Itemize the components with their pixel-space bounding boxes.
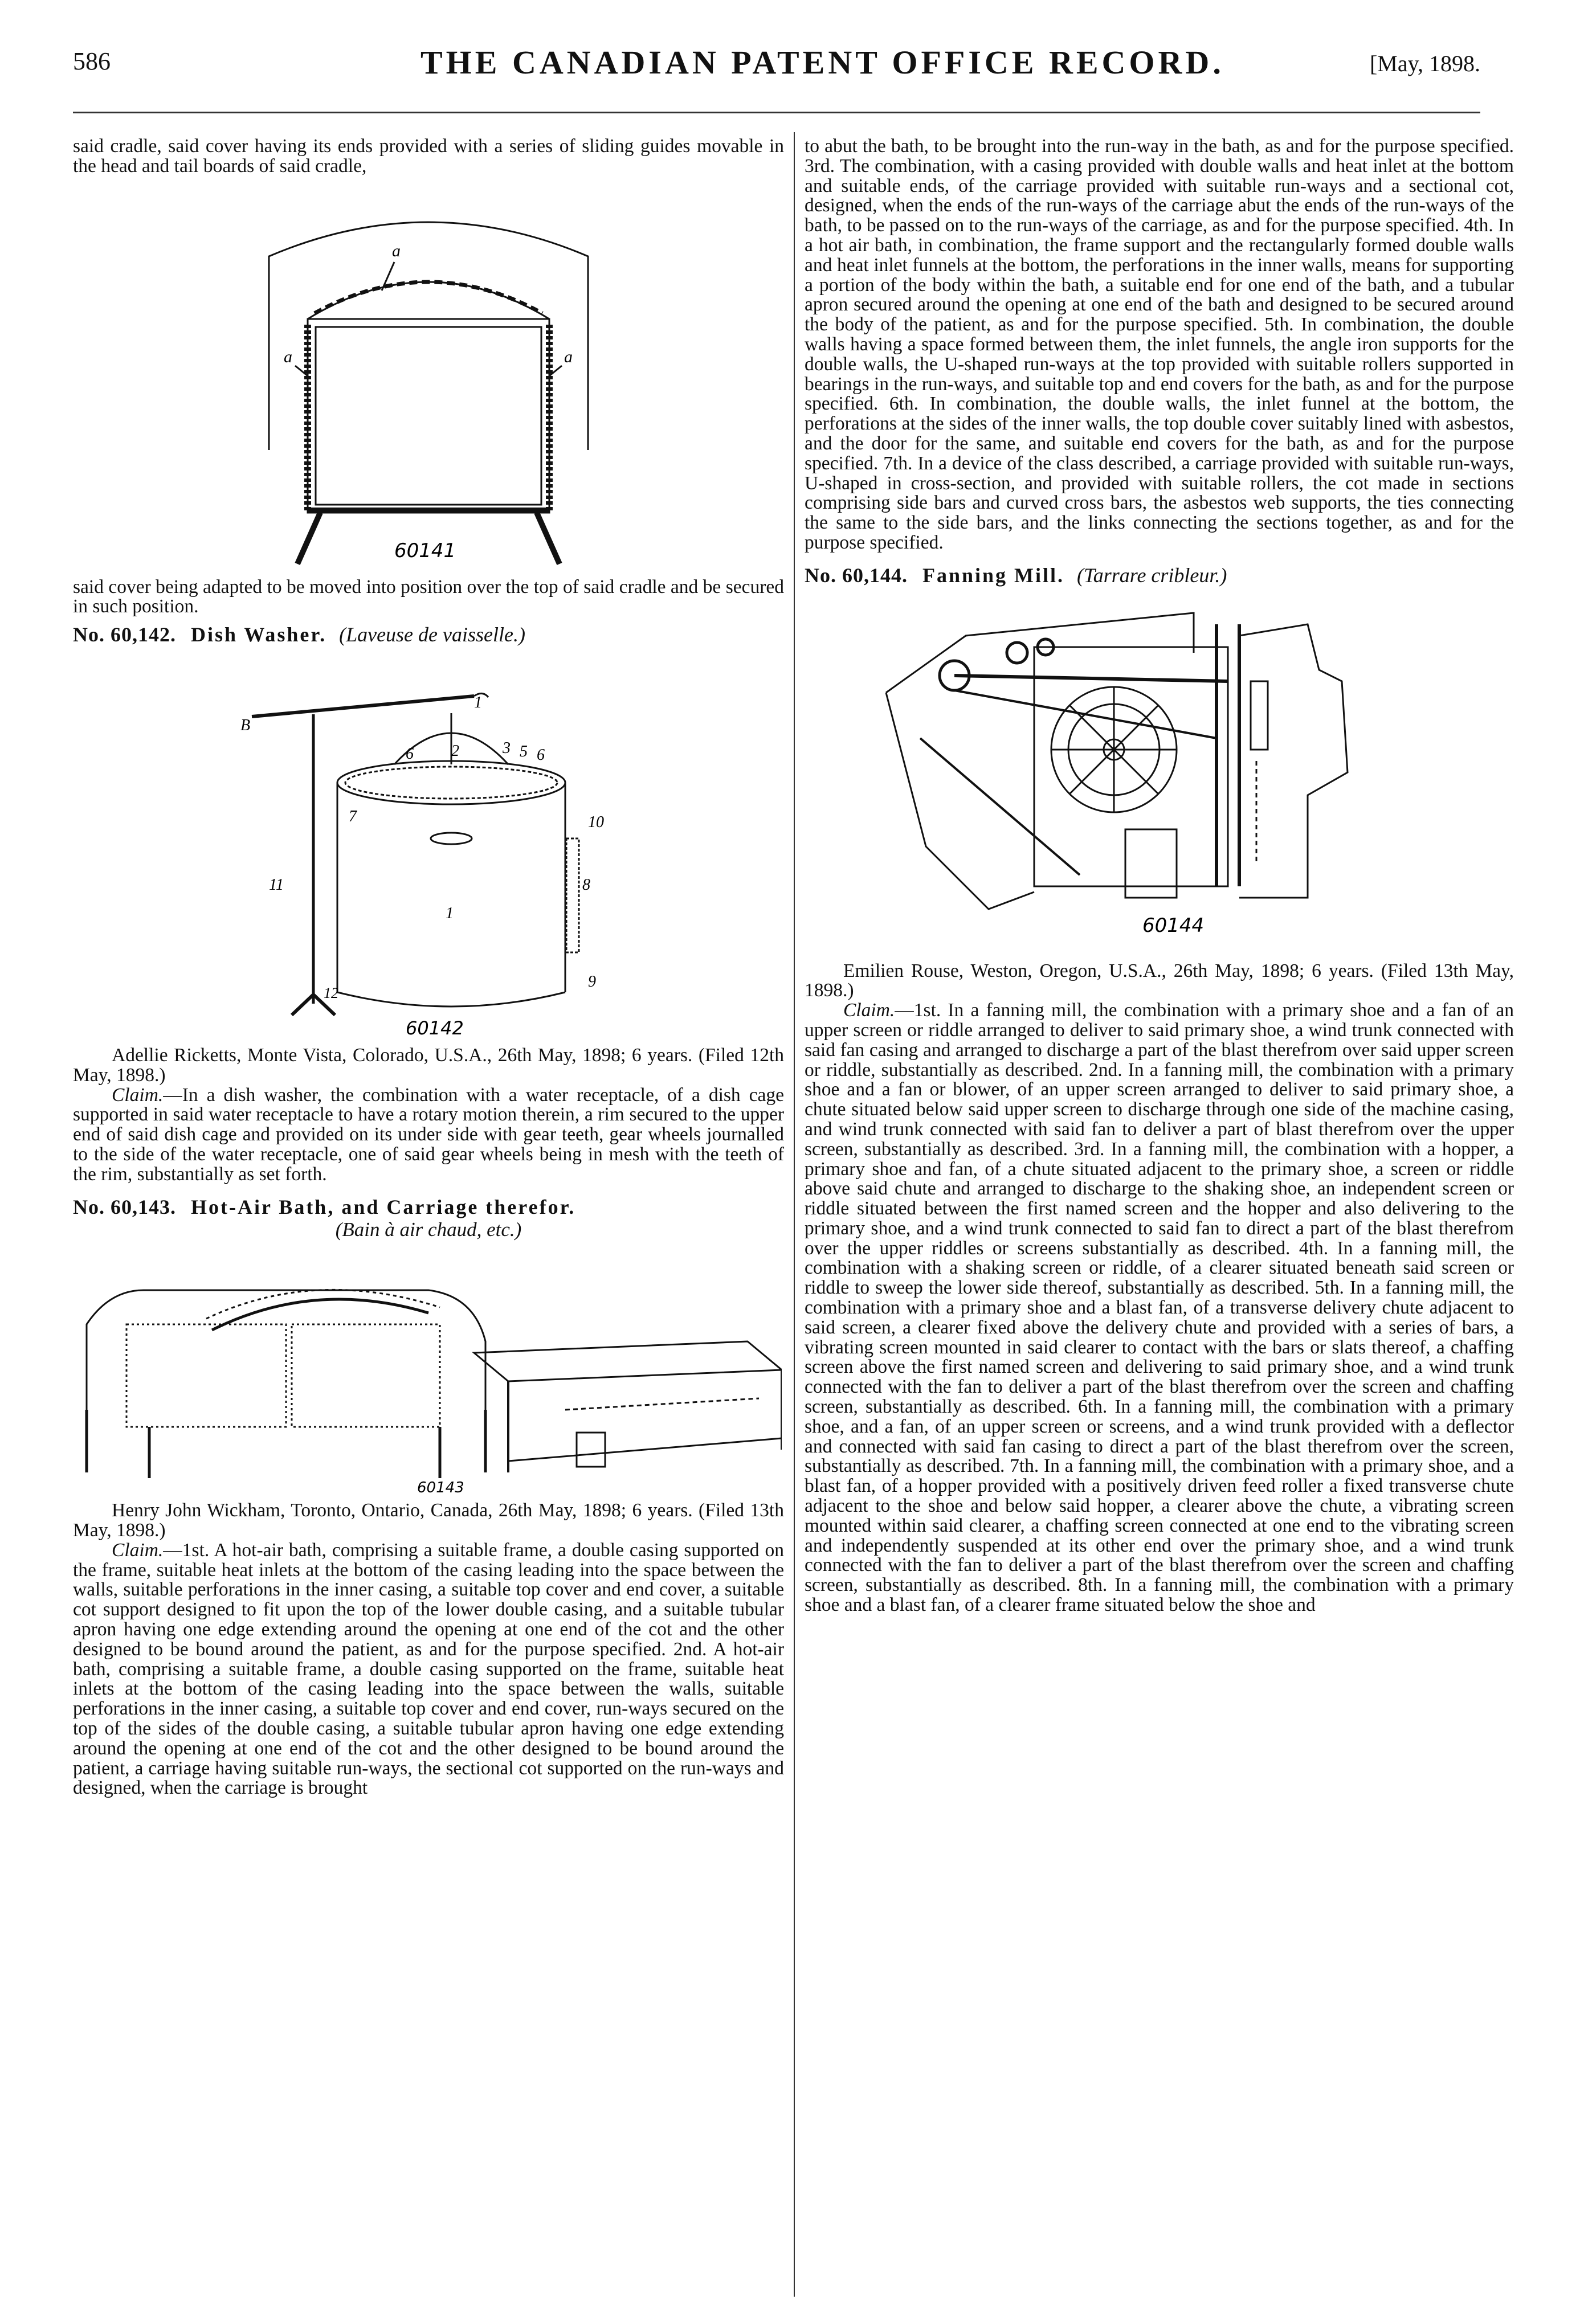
patent-heading-60143 bbox=[73, 1197, 784, 1217]
running-header bbox=[73, 44, 1480, 87]
figure-number-60142: 60142 bbox=[406, 1017, 464, 1038]
header-rule bbox=[73, 112, 1480, 113]
fig2-label-6a: 6 bbox=[406, 744, 414, 763]
claim-60142 bbox=[73, 1086, 784, 1185]
figure-number-60143: 60143 bbox=[417, 1479, 464, 1496]
fig2-label-8: 8 bbox=[582, 875, 590, 894]
patent-title: Dish Washer. bbox=[191, 623, 327, 647]
fig2-label-3: 3 bbox=[503, 739, 511, 757]
figure-60144-fanning-mill bbox=[875, 590, 1444, 943]
fig1-label-a-right: a bbox=[564, 347, 573, 366]
fig1-label-a-left: a bbox=[284, 347, 292, 366]
inventor-60144: Emilien Rouse, Weston, Oregon, U.S.A., 26th May, 1898; 6 years. (Filed 13th May, 1898.) bbox=[805, 960, 1514, 1001]
fig2-label-10: 10 bbox=[588, 813, 604, 831]
fig2-label-1b: 1 bbox=[446, 904, 454, 922]
claim-60143 bbox=[73, 1541, 784, 1798]
claim-text: —In a dish washer, the combination with a water receptacle, of a dish cage supported in said water receptacle to have a rotary motion therein, a rim secured to the upper end of said dish cage and provided on its under side with gear teeth, gear wheels journalled to the side of the water receptacle, one of said gear wheels being in mesh with the teeth of the rim, substantially as set forth. bbox=[73, 1084, 784, 1185]
claim-label: Claim. bbox=[112, 1084, 164, 1106]
inventor-60143: Henry John Wickham, Toronto, Ontario, Canada, 26th May, 1898; 6 years. (Filed 13th May, 1898.) bbox=[73, 1500, 784, 1541]
fig2-label-1: 1 bbox=[474, 693, 482, 711]
fig2-label-12: 12 bbox=[324, 984, 338, 1001]
fig2-label-6b: 6 bbox=[537, 746, 545, 764]
fig2-label-11: 11 bbox=[269, 875, 284, 894]
figure-number-60144: 60144 bbox=[1142, 914, 1204, 937]
patent-french-title: (Tarrare cribleur.) bbox=[1077, 563, 1227, 587]
figure-60143-hot-air-bath bbox=[75, 1245, 782, 1495]
publication-title: THE CANADIAN PATENT OFFICE RECORD. bbox=[421, 44, 1224, 81]
inventor-60142: Adellie Ricketts, Monte Vista, Colorado, U.S.A., 26th May, 1898; 6 years. (Filed 12th May, 1898.) bbox=[73, 1044, 784, 1086]
right-column bbox=[805, 137, 1514, 1615]
page-number: 586 bbox=[73, 47, 111, 75]
continued-claims-60143: to abut the bath, to be brought into the run-way in the bath, as and for the purpose specified. 3rd. The combination, with a casing provided with double walls and heat inlet at the bottom and suitable ends, of the carriage provided with suitable run-ways and a sectional cot, designed, when the ends of the run-ways of the carriage abut the ends of the run-ways of the bath, to be passed on to the run-ways of the carriage, as and for the purpose specified. 4th. In a hot air bath, in combination, the frame support and the rectangularly formed double walls and heat inlet funnels at the bottom, the perforations in the inner walls, means for supporting a portion of the body within the bath, a suitable end for one end of the bath, and a tubular apron secured around the opening at one end of the bath and designed to be secured around the body of the patient, as and for the purpose specified. 5th. In combination, the double walls having a space formed between them, the inlet funnels, the angle iron supports for the double walls, the U-shaped run-ways at the top provided with suitable rollers supported in bearings in the run-ways, and suitable top and end covers for the bath, as and for the purpose specified. 6th. In combination, the double walls, the inlet funnel at the bottom, the perforations at the sides of the inner walls, the top double cover suitably lined with asbestos, and the door for the same, and suitable end covers for the bath, as and for the purpose specified. 7th. In a device of the class described, a carriage provided with suitable run-ways, U-shaped in cross-section, and provided with suitable rollers, the cot made in sections comprising side bars and curved cross bars, the asbestos web supports, the ties connecting the same to the side bars, and the links connecting the sections together, as and for the purpose specified. bbox=[805, 136, 1514, 553]
figure-number-60141: 60141 bbox=[394, 539, 456, 562]
patent-title: Fanning Mill. bbox=[922, 563, 1065, 587]
patent-title: Hot-Air Bath, and Carriage therefor. bbox=[191, 1195, 576, 1218]
patent-heading-60144 bbox=[805, 563, 1514, 587]
patent-number: No. 60,143. bbox=[73, 1195, 176, 1218]
patent-french-title: (Laveuse de vaisselle.) bbox=[339, 623, 525, 647]
patent-number: No. 60,144. bbox=[805, 563, 908, 587]
fig2-label-B: B bbox=[240, 716, 251, 734]
claim-text: —1st. In a fanning mill, the combination with a primary shoe and a fan of an upper screen or riddle arranged to deliver to said primary shoe, a wind trunk connected with said fan casing and arranged to discharge a part of the blast therefrom over said upper screen or riddle, substantially as described. 2nd. In a fanning mill, the combination with a primary shoe and a fan or blower, of an upper screen arranged to deliver to said primary shoe, a chute situated below said upper screen to discharge through one side of the machine casing, and wind trunk connected with said fan to deliver a part of blast therefrom over the upper screen, substantially as described. 3rd. In a fanning mill, the combination with a hopper, a primary shoe and fan, of a chute situated adjacent to the primary shoe, a screen or riddle above said chute and arranged to discharge to the shaking shoe, an independent screen or riddle situated between the first named screen and the hopper and also delivering to the primary shoe, and a wind trunk connected to said fan to direct a part of the blast therefrom over the upper riddles or screens substantially as described. 4th. In a fanning mill, the combination with a shaking screen or riddle, of a clearer situated beneath said screen or riddle to sweep the lower side thereof, substantially as described. 5th. In a fanning mill, the combination with a primary shoe and a blast fan, of a transverse delivery chute adjacent to said screen, a clearer fixed above the delivery chute and provided with a series of bars, a vibrating screen mounted in said clearer to contact with the bars or slats thereof, a chaffing screen above the first named screen and delivering to said primary shoe, and a wind trunk connected with the fan to deliver a part of the blast therefrom over the screen and chaffing screen, substantially as described. 6th. In a fanning mill, the combination with a primary shoe, and a fan, of an upper screen or screens, and a wind trunk provided with a deflector and connected with said fan casing to direct a part of the blast therefrom over the screen, substantially as described. 7th. In a fanning mill, the combination with a primary shoe, and a blast fan, of a hopper provided with a positively driven feed roller a fixed transverse chute adjacent to the shoe and below said hopper, a clearer above the chute, a vibrating screen mounted within said clearer, a chaffing screen connected at one end to the vibrating screen and independently suspended at its other end over the primary shoe, and a wind trunk connected with the fan to deliver a part of the blast therefrom over the screen and chaffing screen, substantially as described. 8th. In a fanning mill, the combination with a primary shoe and a blast fan, of a clearer frame situated below the shoe and bbox=[805, 1000, 1514, 1616]
continued-text-top: said cradle, said cover having its ends provided with a series of sliding guides movable in the head and tail boards of said cradle, bbox=[73, 136, 784, 177]
figure-60141-cradle bbox=[155, 188, 702, 575]
issue-date: [May, 1898. bbox=[1369, 51, 1480, 76]
fig2-label-9: 9 bbox=[588, 972, 596, 991]
fig1-label-a-top: a bbox=[392, 241, 401, 260]
patent-heading-60142 bbox=[73, 625, 784, 645]
figure-60142-dish-washer bbox=[155, 650, 702, 1038]
patent-number: No. 60,142. bbox=[73, 623, 176, 647]
fig2-label-7: 7 bbox=[349, 807, 357, 825]
claim-label: Claim. bbox=[112, 1539, 164, 1561]
fig2-label-2: 2 bbox=[451, 742, 459, 760]
column-divider bbox=[794, 132, 795, 2297]
claim-text: —1st. A hot-air bath, comprising a suitable frame, a double casing supported on the frame, suitable heat inlets at the bottom of the casing leading into the space between the walls, suitable perforations in the inner casing, a suitable top cover and end cover, a suitable cot support designed to fit upon the top of the lower double casing, and a suitable tubular apron having one edge extending around the opening at one end of the cot and the other designed to be bound around the patient, as and for the purpose specified. 2nd. A hot-air bath, comprising a suitable frame, a double casing supported on the frame, suitable heat inlets at the bottom of the casing leading into the space between the walls, suitable perforations in the inner casing, a suitable top cover and end cover, run-ways secured on the top of the sides of the double casing, a suitable tubular apron having one edge extending around the opening at one end of the cot and the other designed to be bound around the patient, a carriage having suitable run-ways, the sectional cot supported on the run-ways and designed, when the carriage is brought bbox=[73, 1539, 784, 1799]
patent-french-title: (Bain à air chaud, etc.) bbox=[335, 1218, 522, 1241]
continued-text-bottom: said cover being adapted to be moved into position over the top of said cradle and be secured in such position. bbox=[73, 576, 784, 617]
claim-60144 bbox=[805, 1001, 1514, 1615]
claim-label: Claim. bbox=[843, 1000, 895, 1021]
fig2-label-5: 5 bbox=[520, 742, 528, 760]
left-column bbox=[73, 137, 784, 1798]
